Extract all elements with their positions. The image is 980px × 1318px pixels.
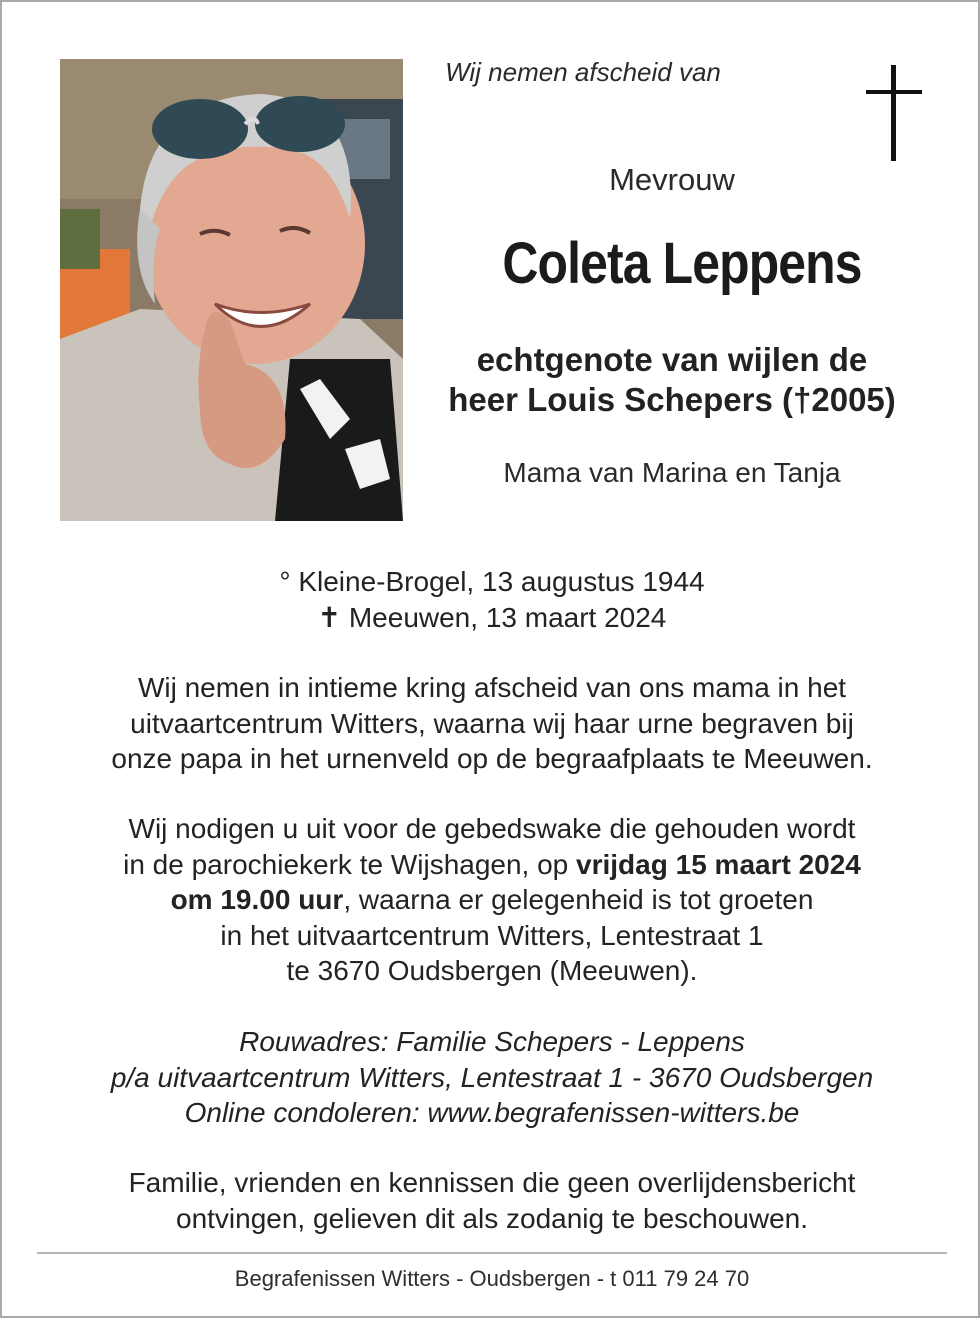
- mourning-address: [42, 1024, 942, 1131]
- salutation: Mevrouw: [609, 162, 735, 197]
- death-line: ✝ Meeuwen, 13 maart 2024: [317, 601, 667, 633]
- ceremony-line: onze papa in het urnenveld op de begraafplaats te Meeuwen.: [111, 743, 873, 774]
- birth-line: ° Kleine-Brogel, 13 augustus 1944: [279, 566, 705, 597]
- wake-line-2: [42, 847, 942, 883]
- ceremony-paragraph: [42, 670, 942, 777]
- wake-date: vrijdag 15 maart 2024: [576, 848, 861, 880]
- wake-time: om 19.00 uur: [170, 884, 344, 915]
- deceased-name: Coleta Leppens: [502, 231, 862, 296]
- footer-text: Begrafenissen Witters - Oudsbergen - t 011 79 24 70: [234, 1266, 750, 1291]
- portrait-photo: [60, 59, 403, 521]
- spouse-line-1: echtgenote van wijlen de: [476, 341, 868, 378]
- notice-line: Familie, vrienden en kennissen die geen overlijdensbericht: [128, 1167, 856, 1198]
- ceremony-line: uitvaartcentrum Witters, waarna wij haar urne begraven bij: [130, 707, 854, 739]
- address-line: p/a uitvaartcentrum Witters, Lentestraat 1 - 3670 Oudsbergen: [110, 1061, 874, 1093]
- spouse-line-2: heer Louis Schepers (†2005): [448, 381, 896, 418]
- condolence-link[interactable]: Online condoleren: www.begrafenissen-witters.be: [184, 1097, 800, 1128]
- notice-line: ontvingen, gelieven dit als zodanig te beschouwen.: [176, 1202, 808, 1234]
- latin-cross-icon: [864, 65, 924, 161]
- wake-line-4: in het uitvaartcentrum Witters, Lentestraat 1: [220, 919, 764, 951]
- wake-line-5: te 3670 Oudsbergen (Meeuwen).: [286, 955, 698, 986]
- children-text: Mama van Marina en Tanja: [503, 457, 841, 488]
- wake-paragraph: [42, 811, 942, 989]
- spouse-text: [412, 340, 932, 420]
- notice-paragraph: [42, 1165, 942, 1236]
- intro-text: Wij nemen afscheid van: [445, 57, 721, 87]
- ceremony-line: Wij nemen in intieme kring afscheid van ons mama in het: [137, 672, 847, 703]
- dates: [42, 564, 942, 635]
- address-line: Rouwadres: Familie Schepers - Leppens: [239, 1026, 745, 1057]
- wake-line-2-text: in de parochiekerk te Wijshagen, op: [123, 848, 577, 880]
- wake-line-1: Wij nodigen u uit voor de gebedswake die gehouden wordt: [128, 813, 856, 844]
- footer-divider: [37, 1252, 947, 1254]
- wake-line-3: [42, 882, 942, 918]
- wake-line-3-text: , waarna er gelegenheid is tot groeten: [343, 884, 814, 915]
